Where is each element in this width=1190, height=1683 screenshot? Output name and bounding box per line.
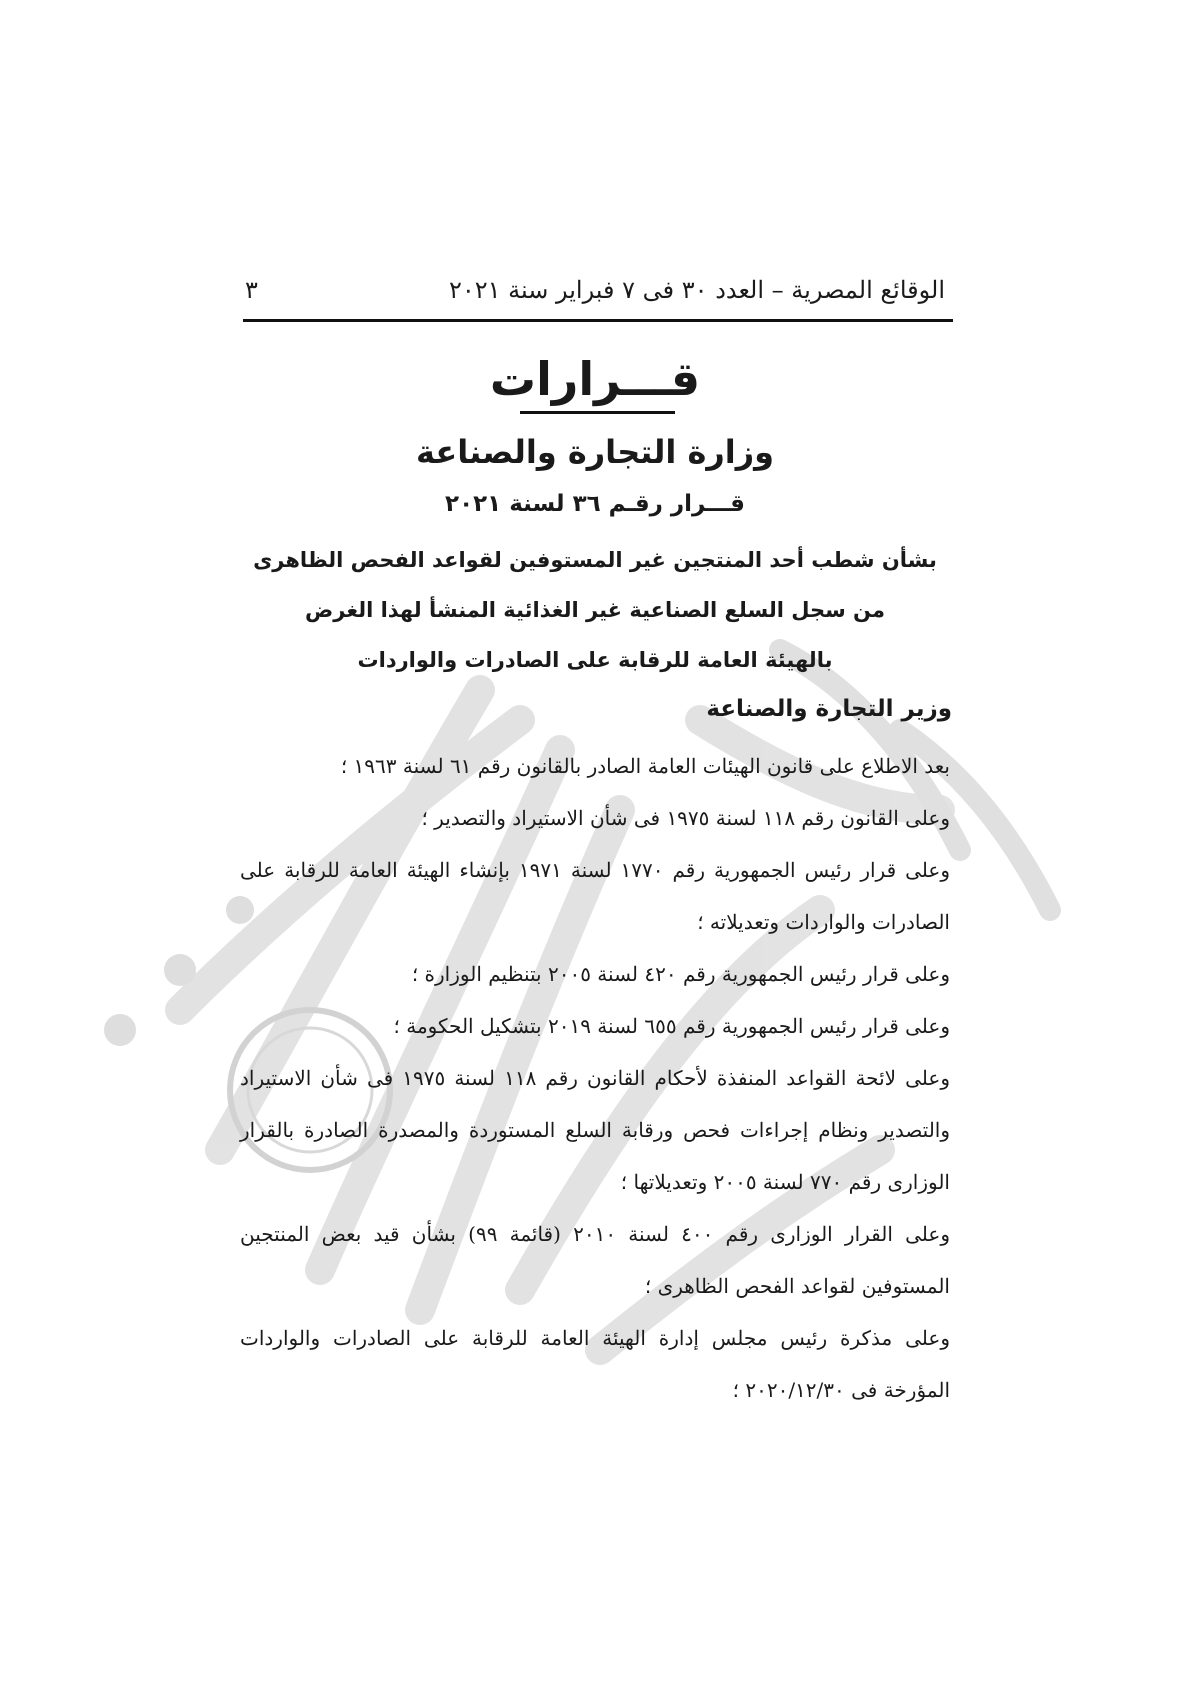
preamble-paragraph: وعلى قرار رئيس الجمهورية رقم ٤٢٠ لسنة ٢٠٠٥ بتنظيم الوزارة ؛	[411, 962, 950, 986]
running-header	[245, 272, 945, 308]
page-number: ٣	[245, 276, 258, 304]
preamble-paragraph: وعلى القانون رقم ١١٨ لسنة ١٩٧٥ فى شأن الاستيراد والتصدير ؛	[421, 806, 950, 830]
subject-line: من سجل السلع الصناعية غير الغذائية المنشأ لهذا الغرض	[305, 598, 885, 622]
decree-title: قـــرار رقـم ٣٦ لسنة ٢٠٢١	[445, 491, 745, 517]
preamble-paragraph: وعلى القرار الوزارى رقم ٤٠٠ لسنة ٢٠١٠ (قائمة ٩٩) بشأن قيد بعض المنتجين المستوفين لقواعد الفحص الظاهرى ؛	[240, 1222, 950, 1298]
subject-line: بشأن شطب أحد المنتجين غير المستوفين لقواعد الفحص الظاهرى	[253, 548, 937, 572]
preamble-paragraph: وعلى لائحة القواعد المنفذة لأحكام القانون رقم ١١٨ لسنة ١٩٧٥ فى شأن الاستيراد والتصدير ونظام إجراءات فحص ورقابة السلع المستوردة والمصدرة الصادرة بالقرار الوزارى رقم ٧٧٠ لسنة ٢٠٠٥ وتعديلاتها ؛	[240, 1066, 951, 1194]
gazette-title: الوقائع المصرية – العدد ٣٠ فى ٧ فبراير سنة ٢٠٢١	[448, 276, 945, 304]
preamble-paragraph: وعلى قرار رئيس الجمهورية رقم ١٧٧٠ لسنة ١٩٧١ بإنشاء الهيئة العامة للرقابة على الصادرات والواردات وتعديلاته ؛	[240, 858, 950, 934]
section-title-underline	[520, 411, 675, 414]
minister-heading: وزير التجارة والصناعة	[706, 696, 952, 722]
preamble-paragraph: بعد الاطلاع على قانون الهيئات العامة الصادر بالقانون رقم ٦١ لسنة ١٩٦٣ ؛	[340, 754, 950, 778]
subject-line: بالهيئة العامة للرقابة على الصادرات والواردات	[357, 648, 833, 672]
header-rule	[243, 319, 953, 322]
ministry-name: وزارة التجارة والصناعة	[415, 433, 775, 471]
preamble-paragraph: وعلى قرار رئيس الجمهورية رقم ٦٥٥ لسنة ٢٠١٩ بتشكيل الحكومة ؛	[393, 1014, 950, 1038]
section-title: قـــرارات	[489, 352, 701, 406]
preamble-paragraph: وعلى مذكرة رئيس مجلس إدارة الهيئة العامة للرقابة على الصادرات والواردات المؤرخة فى ٢٠٢٠/١٢/٣٠ ؛	[240, 1326, 950, 1402]
